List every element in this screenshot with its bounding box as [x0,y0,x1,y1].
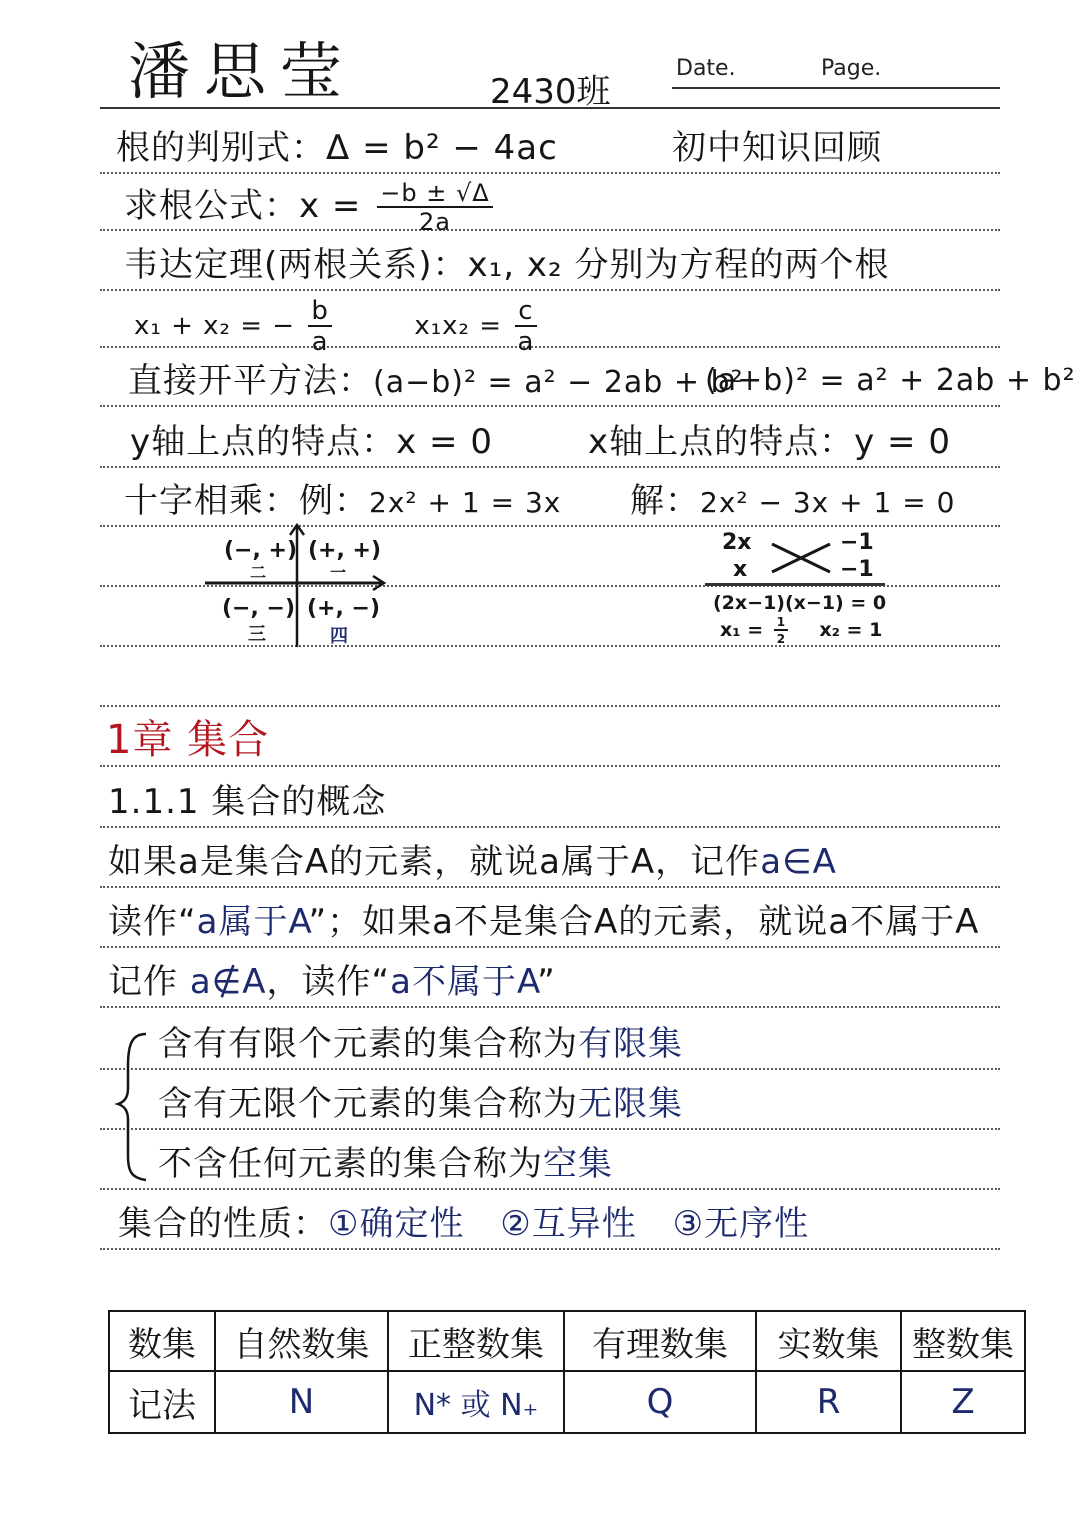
cross-right-bottom: −1 [840,557,874,582]
definition-line-3 [108,958,556,1006]
quadratic-formula-label: 求根公式： [124,186,299,226]
fraction-numerator: −b ± √Δ [377,181,492,208]
belongs-notation: a∈A [760,842,837,882]
quadratic-formula-lhs: x = [299,186,362,226]
not-belongs-reading: a不属于A [390,962,538,1002]
square-label: 直接开平方法： [128,361,373,401]
cross-solution-label: 解： [630,481,700,521]
quadrant-3-name: 三 [248,624,266,645]
ruled-line [100,705,1000,707]
quadratic-formula-row [124,179,497,236]
properties-label: 集合的性质： [118,1204,328,1244]
table-cell: 自然数集 [215,1311,388,1371]
ruled-line [100,289,1000,291]
root-x1-lhs: x₁ = [720,619,764,641]
fraction-numerator: b [308,298,332,327]
ruled-line [100,886,1000,888]
curly-brace-icon [112,1026,152,1186]
number-sets-table [108,1310,1026,1434]
date-page-rule [672,87,1000,89]
set-type-empty [158,1140,613,1188]
set-type-finite [158,1020,683,1068]
vieta-sum-lhs: x₁ + x₂ = − [134,311,296,341]
table-cell: 记法 [109,1371,215,1433]
cross-example: 2x² + 1 = 3x [369,486,562,519]
ruled-line [100,1006,1000,1008]
header-rule [100,107,1000,109]
fraction-denominator: a [311,327,329,357]
table-header-row [109,1311,1025,1371]
cross-left-bottom: x [733,557,748,582]
fraction-numerator: c [515,298,536,327]
cross-label: 十字相乘：例： [124,481,369,521]
definition-text: 如果a是集合A的元素，就说a属于A，记作 [108,842,761,882]
section-title: 1.1.1 集合的概念 [108,782,387,822]
cross-factored: (2x−1)(x−1) = 0 [713,592,887,614]
table-cell: 数集 [109,1311,215,1371]
set-type-term: 空集 [543,1144,613,1184]
set-type-text: 含有无限个元素的集合称为 [158,1084,578,1124]
cross-left-top: 2x [722,530,752,555]
cross-right-top: −1 [840,530,874,555]
cross-lines-icon [768,538,834,578]
definition-text: ”；如果a不是集合A的元素，就说a不属于A [308,902,980,942]
table-row [109,1371,1025,1433]
fraction-denominator: a [517,327,535,357]
discriminant-label: 根的判别式： [116,128,326,168]
page-label: Page. [821,56,882,81]
belongs-reading: a属于A [196,902,309,942]
ruled-line [100,1068,1000,1070]
ruled-line [100,1128,1000,1130]
vieta-product-fraction [515,298,536,355]
set-type-text: 不含任何元素的集合称为 [158,1144,543,1184]
quadrant-1-name: 一 [330,563,347,582]
cross-roots [720,616,882,645]
ruled-line [100,765,1000,767]
quadratic-formula-fraction [377,181,492,234]
fraction-numerator: 1 [774,616,788,631]
table-cell: 有理数集 [564,1311,756,1371]
ruled-line [100,229,1000,231]
square-row [128,357,744,405]
student-name: 潘思莹 [128,35,357,108]
table-cell: Z [901,1371,1025,1433]
square-formula-1: (a−b)² = a² − 2ab + b² [373,365,744,400]
fraction-denominator: 2 [776,632,786,646]
ruled-line [100,946,1000,948]
fraction-denominator: 2a [418,208,451,236]
vieta-product-lhs: x₁x₂ = [414,311,503,341]
coordinate-axes-diagram [195,515,395,650]
vieta-text: x₁, x₂ 分别为方程的两个根 [467,245,890,285]
discriminant-row [116,124,558,172]
cross-solution-row [630,477,955,525]
x-axis-point-row: x轴上点的特点：y = 0 [588,422,951,462]
definition-text: ” [537,962,556,1002]
vieta-row [124,241,889,289]
definition-text: 读作“ [108,902,197,942]
discriminant-formula: Δ = b² − 4ac [326,128,558,168]
chapter-title: 1章 集合 [106,717,270,763]
ruled-line [100,1248,1000,1250]
class-label: 2430班 [490,72,611,112]
ruled-line [100,466,1000,468]
root-x2: x₂ = 1 [819,619,883,641]
definition-line-1 [108,838,837,886]
quadrant-2-sign: (−, +) [224,538,297,563]
cross-divider [705,583,885,586]
table-cell: 正整数集 [388,1311,564,1371]
vieta-label: 韦达定理(两根关系)： [124,245,468,285]
table-cell: 整数集 [901,1311,1025,1371]
vieta-formulas-row [134,296,541,357]
root-x1-fraction [774,616,788,645]
quadrant-4-sign: (+, −) [307,596,380,621]
quadrant-3-sign: (−, −) [222,596,295,621]
definition-line-2 [108,898,979,946]
review-section-tag: 初中知识回顾 [672,128,882,168]
quadrant-1-sign: (+, +) [308,538,381,563]
quadrant-2-name: 二 [250,563,267,582]
square-formula-2: (a+b)² = a² + 2ab + b² [705,363,1076,398]
ruled-line [100,172,1000,174]
y-axis-point-row: y轴上点的特点：x = 0 [130,422,493,462]
table-cell: N [215,1371,388,1433]
set-type-term: 无限集 [578,1084,683,1124]
table-cell: 实数集 [756,1311,901,1371]
cross-solution: 2x² − 3x + 1 = 0 [700,486,956,519]
ruled-line [100,405,1000,407]
property-item: ②互异性 [500,1204,637,1244]
set-properties-row [118,1200,809,1248]
set-type-infinite [158,1080,683,1128]
table-cell: N* 或 N₊ [388,1371,564,1433]
quadrant-4-name: 四 [330,626,348,647]
table-cell: R [756,1371,901,1433]
property-item: ③无序性 [672,1204,810,1244]
not-belongs-notation: a∉A [189,962,267,1002]
definition-text: ，读作“ [266,962,391,1002]
set-type-text: 含有有限个元素的集合称为 [158,1024,578,1064]
ruled-line [100,346,1000,348]
ruled-line [100,826,1000,828]
table-cell: Q [564,1371,756,1433]
ruled-line [100,1188,1000,1190]
date-label: Date. [676,56,736,81]
vieta-sum-fraction [308,298,332,355]
set-type-term: 有限集 [578,1024,683,1064]
property-item: ①确定性 [328,1204,465,1244]
definition-text: 记作 [108,962,190,1002]
